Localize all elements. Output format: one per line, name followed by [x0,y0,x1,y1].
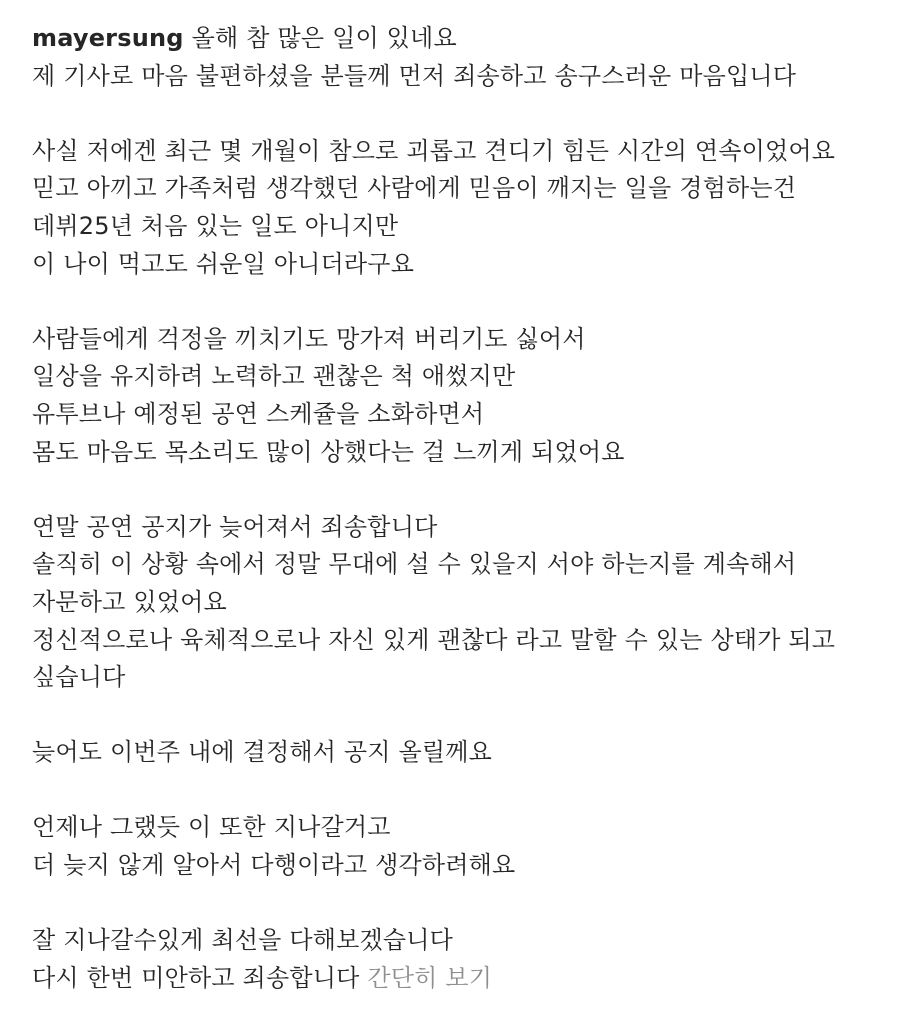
caption-line: 유투브나 예정된 공연 스케쥴을 소화하면서 [32,399,485,428]
caption-blank-line [32,697,872,735]
caption-line: 자문하고 있었어요 [32,587,227,616]
caption-last-line [32,960,872,998]
caption-line: 이 나이 먹고도 쉬운일 아니더라구요 [32,249,415,278]
caption-line: 데뷔25년 처음 있는 일도 아니지만 [32,211,399,240]
caption-line: 더 늦지 않게 알아서 다행이라고 생각하려해요 [32,851,516,880]
username-link[interactable]: mayersung [32,24,184,52]
caption-line: 늦어도 이번주 내에 결정해서 공지 올릴께요 [32,738,493,767]
caption-blank-line [32,885,872,923]
caption-line: 사실 저에겐 최근 몇 개월이 참으로 괴롭고 견디기 힘든 시간의 연속이었어요 [32,136,836,165]
post-caption [32,20,872,997]
caption-line: 사람들에게 걱정을 끼치기도 망가져 버리기도 싫어서 [32,324,586,353]
caption-line: 정신적으로나 육체적으로나 자신 있게 괜찮다 라고 말할 수 있는 상태가 되고 [32,625,836,654]
caption-line: 믿고 아끼고 가족처럼 생각했던 사람에게 믿음이 깨지는 일을 경험하는건 [32,174,797,203]
caption-line: 싶습니다 [32,663,126,692]
caption-blank-line [32,772,872,810]
caption-text: 다시 한번 미안하고 죄송합니다 [32,963,360,992]
caption-blank-line [32,95,872,133]
caption-line: 몸도 마음도 목소리도 많이 상했다는 걸 느끼게 되었어요 [32,437,625,466]
caption-line: 언제나 그랬듯 이 또한 지나갈거고 [32,813,391,842]
caption-line: 솔직히 이 상황 속에서 정말 무대에 설 수 있을지 서야 하는지를 계속해서 [32,550,797,579]
caption-line: 연말 공연 공지가 늦어져서 죄송합니다 [32,512,438,541]
caption-text: 올해 참 많은 일이 있네요 [191,24,457,52]
caption-line: 제 기사로 마음 불편하셨을 분들께 먼저 죄송하고 송구스러운 마음입니다 [32,61,797,90]
caption-blank-line [32,283,872,321]
caption-body [32,58,872,960]
see-less-button[interactable]: 간단히 보기 [367,963,493,992]
caption-blank-line [32,471,872,509]
caption-first-line [32,20,872,58]
caption-line: 일상을 유지하려 노력하고 괜찮은 척 애썼지만 [32,362,516,391]
caption-line: 잘 지나갈수있게 최선을 다해보겠습니다 [32,926,454,955]
